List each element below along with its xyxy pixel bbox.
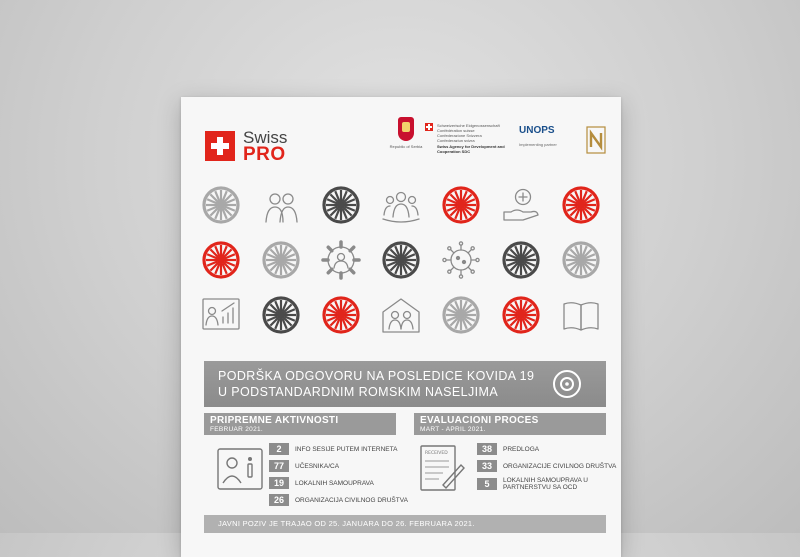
icon-cell: [561, 185, 601, 225]
icon-cell: [501, 240, 541, 280]
wheel-dark-icon: [381, 240, 421, 280]
serbia-caption: Republic of Serbia: [389, 144, 423, 149]
stat-row: [269, 494, 413, 506]
received-form-icon: [419, 443, 465, 495]
icon-cell: [441, 295, 481, 335]
unops-logo: [519, 125, 575, 147]
wheel-dark-icon: [261, 295, 301, 335]
wheel-light-icon: [201, 185, 241, 225]
stat-label: INFO SESIJE PUTEM INTERNETA: [295, 445, 398, 453]
icon-cell: [201, 295, 241, 335]
stat-number: 26: [269, 494, 289, 506]
icon-cell: [561, 295, 601, 335]
open-book-icon: [561, 295, 601, 335]
icon-cell: [441, 185, 481, 225]
wheel-light-icon: [561, 240, 601, 280]
icon-row: [201, 295, 601, 335]
serbia-logo: [386, 117, 426, 149]
sdc-logo: [425, 123, 520, 154]
wheel-light-icon: [441, 295, 481, 335]
icon-cell: [321, 185, 361, 225]
footer-text: JAVNI POZIV JE TRAJAO OD 25. JANUARA DO 26. FEBRUARA 2021.: [218, 519, 475, 528]
stat-row: [477, 443, 621, 455]
disc-icon: [550, 367, 584, 401]
stat-number: 33: [477, 460, 497, 472]
group-of-people-icon: [381, 185, 421, 225]
stat-label: ORGANIZACIJA CIVILNOG DRUŠTVA: [295, 496, 408, 504]
logo-swiss-text: Swiss: [243, 128, 288, 147]
swiss-cross-icon: [205, 131, 235, 161]
stat-row: [269, 477, 413, 489]
section-date: FEBRUAR 2021.: [210, 426, 264, 433]
sdc-name: Swiss Agency for Development and Cooperation SDC: [437, 144, 505, 154]
title-line-1: PODRŠKA ODGOVORU NA POSLEDICE KOVIDA 19: [218, 369, 535, 383]
stats-pripremne: [269, 443, 413, 511]
section-date: MART - APRIL 2021.: [420, 426, 486, 433]
icon-cell: [561, 240, 601, 280]
webinar-person-icon: [217, 443, 263, 495]
title-band: [204, 361, 606, 407]
stat-number: 5: [477, 478, 497, 490]
icon-cell: [501, 295, 541, 335]
wheel-dark-icon: [321, 185, 361, 225]
sdc-line: Confederazione Svizzera: [437, 133, 482, 138]
footer-band: [204, 515, 606, 533]
sdc-line: Schweizerische Eidgenossenschaft: [437, 123, 500, 128]
stat-row: [477, 477, 621, 491]
swiss-flag-icon: [425, 123, 433, 131]
stat-label: LOKALNIH SAMOUPRAVA: [295, 479, 374, 487]
stat-number: 19: [269, 477, 289, 489]
serbia-coat-of-arms-icon: [398, 117, 414, 141]
stat-label: PREDLOGA: [503, 445, 540, 453]
hand-with-medical-cross-icon: [501, 185, 541, 225]
sdc-line: Confédération suisse: [437, 128, 475, 133]
icon-cell: [201, 240, 241, 280]
icon-row: [201, 240, 601, 280]
icon-cell: [261, 185, 301, 225]
poster: [181, 97, 621, 557]
title-line-2: U PODSTANDARDNIM ROMSKIM NASELJIMA: [218, 385, 499, 399]
icon-cell: [261, 240, 301, 280]
icon-cell: [321, 240, 361, 280]
section-header-evaluacioni: [414, 413, 606, 435]
icon-cell: [441, 240, 481, 280]
stat-number: 2: [269, 443, 289, 455]
icon-cell: [201, 185, 241, 225]
stat-number: 77: [269, 460, 289, 472]
two-women-icon: [261, 185, 301, 225]
stat-label: ORGANIZACIJE CIVILNOG DRUŠTVA: [503, 462, 617, 470]
logo-pro-text: PRO: [243, 144, 286, 165]
stat-row: [269, 443, 413, 455]
section-title: PRIPREMNE AKTIVNOSTI: [210, 415, 339, 426]
section-header-pripremne: [204, 413, 396, 435]
icon-grid: [201, 185, 601, 350]
unops-name: UNOPS: [519, 125, 555, 136]
icon-cell: [381, 295, 421, 335]
wheel-red-icon: [561, 185, 601, 225]
stats-evaluacioni: [477, 443, 621, 496]
form-label: RECEIVED: [425, 451, 448, 456]
virus-icon: [441, 240, 481, 280]
wheel-red-icon: [201, 240, 241, 280]
wheel-red-icon: [501, 295, 541, 335]
icon-cell: [381, 185, 421, 225]
icon-cell: [261, 295, 301, 335]
stat-row: [477, 460, 621, 472]
partner-emblem-icon: [585, 125, 607, 155]
stat-row: [269, 460, 413, 472]
partner-emblem-logo: [585, 125, 607, 155]
stat-number: 38: [477, 443, 497, 455]
section-title: EVALUACIONI PROCES: [420, 415, 539, 426]
icon-row: [201, 185, 601, 225]
sdc-line: Confederaziun svizra: [437, 138, 475, 143]
wheel-red-icon: [321, 295, 361, 335]
icon-cell: [321, 295, 361, 335]
stat-label: LOKALNIH SAMOUPRAVA U PARTNERSTVU SA OCD: [503, 477, 589, 491]
icon-cell: [381, 240, 421, 280]
icon-cell: [501, 185, 541, 225]
gear-with-person-icon: [321, 240, 361, 280]
wheel-light-icon: [261, 240, 301, 280]
presentation-chart-icon: [201, 295, 241, 335]
stat-label: UČESNIKA/CA: [295, 462, 340, 470]
swisspro-logo: [205, 129, 287, 163]
unops-caption: Implementing partner: [519, 142, 557, 147]
people-under-roof-icon: [381, 295, 421, 335]
wheel-dark-icon: [501, 240, 541, 280]
wheel-red-icon: [441, 185, 481, 225]
